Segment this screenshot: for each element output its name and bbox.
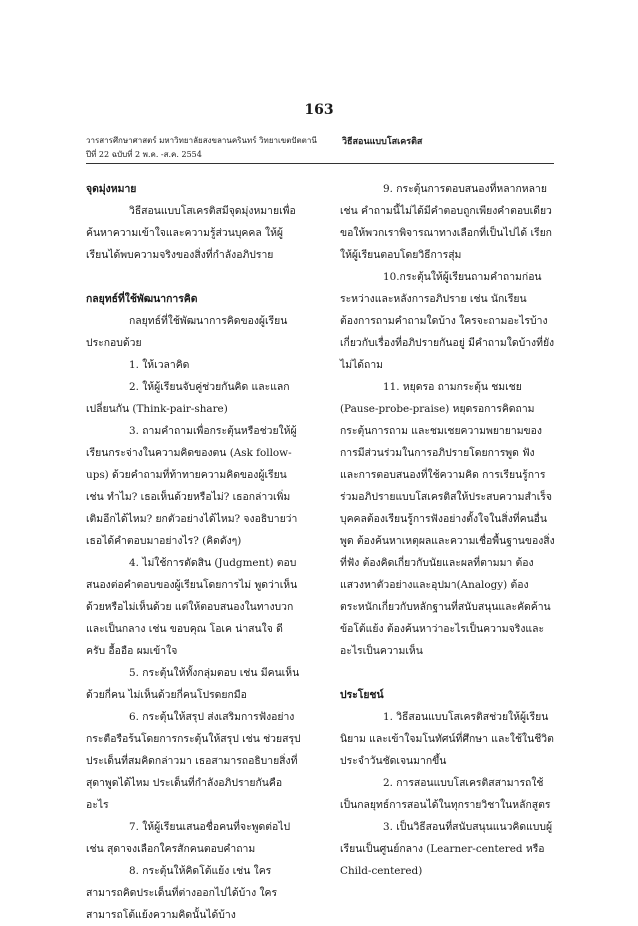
list-item: 11. หยุดรอ ถามกระตุ้น ชมเชย (Pause-probe-praise) หยุดรอการคิดถามกระตุ้นการถาม และชมเชยความพยายามของการมีส่วนร่วมในการอภิปรายโดยการพูด ฟัง และการตอบสนองที่ใช้ความคิด การเรียนรู้การร่วมอภิปรายแบบโสเครติสให้ประสบความสำเร็จ บุคคลต้องเรียนรู้การฟังอย่างตั้งใจในสิ่งที่คนอื่นพูด ต้องค้นหาเหตุผลและความเชื่อพื้นฐานของสิ่งที่ฟัง ต้องคิดเกี่ยวกับนัยและผลที่ตามมา ต้องแสวงหาตัวอย่างและอุปมา(Analogy) ต้องตระหนักเกี่ยวกับหลักฐานที่สนับสนุนและคัดค้านข้อโต้แย้ง ต้องค้นหาว่าอะไรเป็นความจริงและอะไรเป็นความเห็น xyxy=(340,381,555,657)
list-item: 2. ให้ผู้เรียนจับคู่ช่วยกันคิด และแลกเปลี่ยนกัน (Think-pair-share) xyxy=(86,381,290,415)
section-heading-objective: จุดมุ่งหมาย xyxy=(86,183,137,195)
journal-issue: ปีที่ 22 ฉบับที่ 2 พ.ค. -ส.ค. 2554 xyxy=(86,150,202,159)
page-number: 163 xyxy=(304,102,334,118)
list-item: 8. กระตุ้นให้คิดโต้แย้ง เช่น ใครสามารถคิดประเด็นที่ต่างออกไปได้บ้าง ใครสามารถโต้แย้งความคิดนั้นได้บ้าง xyxy=(86,865,278,921)
section-heading-strategies: กลยุทธ์ที่ใช้พัฒนาการคิด xyxy=(86,293,198,305)
spacer xyxy=(340,662,555,684)
list-item: 10.กระตุ้นให้ผู้เรียนถามคำถามก่อน ระหว่างและหลังการอภิปราย เช่น นักเรียนต้องการถามคำถามใดบ้าง ใครจะถามอะไรบ้าง เกี่ยวกับเรื่องที่อภิปรายกันอยู่ มีคำถามใดบ้างที่ยังไม่ได้ถาม xyxy=(340,271,555,371)
paragraph: วิธีสอนแบบโสเครติสมีจุดมุ่งหมายเพื่อค้นหาความเข้าใจและความรู้ส่วนบุคคล ให้ผู้เรียนได้พบความจริงของสิ่งที่กำลังอภิปราย xyxy=(86,205,296,261)
header-rule xyxy=(86,163,554,164)
list-item: 3. ถามคำถามเพื่อกระตุ้นหรือช่วยให้ผู้เรียนกระจ่างในความคิดของตน (Ask follow-ups) ด้วยคำถามที่ท้าทายความคิดของผู้เรียน เช่น ทำไม? เธอเห็นด้วยหรือไม่? เธอกล่าวเพิ่มเติมอีกได้ไหม? ยกตัวอย่างได้ไหม? จงอธิบายว่าเธอได้คำตอบมาอย่างไร? (คิดดังๆ) xyxy=(86,425,298,547)
list-item: 2. การสอนแบบโสเครติสสามารถใช้เป็นกลยุทธ์การสอนได้ในทุกรายวิชาในหลักสูตร xyxy=(340,777,551,811)
right-column xyxy=(340,178,555,882)
article-title: วิธีสอนแบบโสเครติส xyxy=(342,137,423,147)
spacer xyxy=(86,266,301,288)
list-item: 3. เป็นวิธีสอนที่สนับสนุนแนวคิดแบบผู้เรียนเป็นศูนย์กลาง (Learner-centered หรือ Child-centered) xyxy=(340,821,553,877)
list-item: 5. กระตุ้นให้ทั้งกลุ่มตอบ เช่น มีคนเห็นด้วยกี่คน ไม่เห็นด้วยกี่คนโปรดยกมือ xyxy=(86,667,300,701)
paragraph: กลยุทธ์ที่ใช้พัฒนาการคิดของผู้เรียนประกอบด้วย xyxy=(86,315,288,349)
section-heading-benefits: ประโยชน์ xyxy=(340,689,384,701)
left-column xyxy=(86,178,301,926)
list-item: 1. ให้เวลาคิด xyxy=(129,359,190,371)
list-item: 9. กระตุ้นการตอบสนองที่หลากหลาย เช่น คำถามนี้ไม่ได้มีคำตอบถูกเพียงคำตอบเดียวขอให้พวกเราพิจารณาทางเลือกที่เป็นไปได้ เรียกให้ผู้เรียนตอบโดยวิธีการสุ่ม xyxy=(340,183,552,261)
list-item: 1. วิธีสอนแบบโสเครติสช่วยให้ผู้เรียนนิยาม และเข้าใจมโนทัศน์ที่ศึกษา และใช้ในชีวิตประจำวันชัดเจนมากขึ้น xyxy=(340,711,554,767)
list-item: 4. ไม่ใช้การตัดสิน (Judgment) ตอบสนองต่อคำตอบของผู้เรียนโดยการไม่ พูดว่าเห็นด้วยหรือไม่เห็นด้วย แต่ให้ตอบสนองในทางบวกและเป็นกลาง เช่น ขอบคุณ โอเค น่าสนใจ ดีครับ อื้ออือ ผมเข้าใจ xyxy=(86,557,298,657)
journal-name: วารสารศึกษาศาสตร์ มหาวิทยาลัยสงขลานครินทร์ วิทยาเขตปัตตานี xyxy=(86,136,317,145)
list-item: 7. ให้ผู้เรียนเสนอชื่อคนที่จะพูดต่อไป เช่น สุดาจงเลือกใครสักคนตอบคำถาม xyxy=(86,821,291,855)
list-item: 6. กระตุ้นให้สรุป ส่งเสริมการฟังอย่างกระตือรือร้นโดยการกระตุ้นให้สรุป เช่น ช่วยสรุปประเด็นที่สมคิดกล่าวมา เธอสามารถอธิบายสิ่งที่สุดาพูดได้ไหม ประเด็นที่กำลังอภิปรายกันคืออะไร xyxy=(86,711,301,811)
